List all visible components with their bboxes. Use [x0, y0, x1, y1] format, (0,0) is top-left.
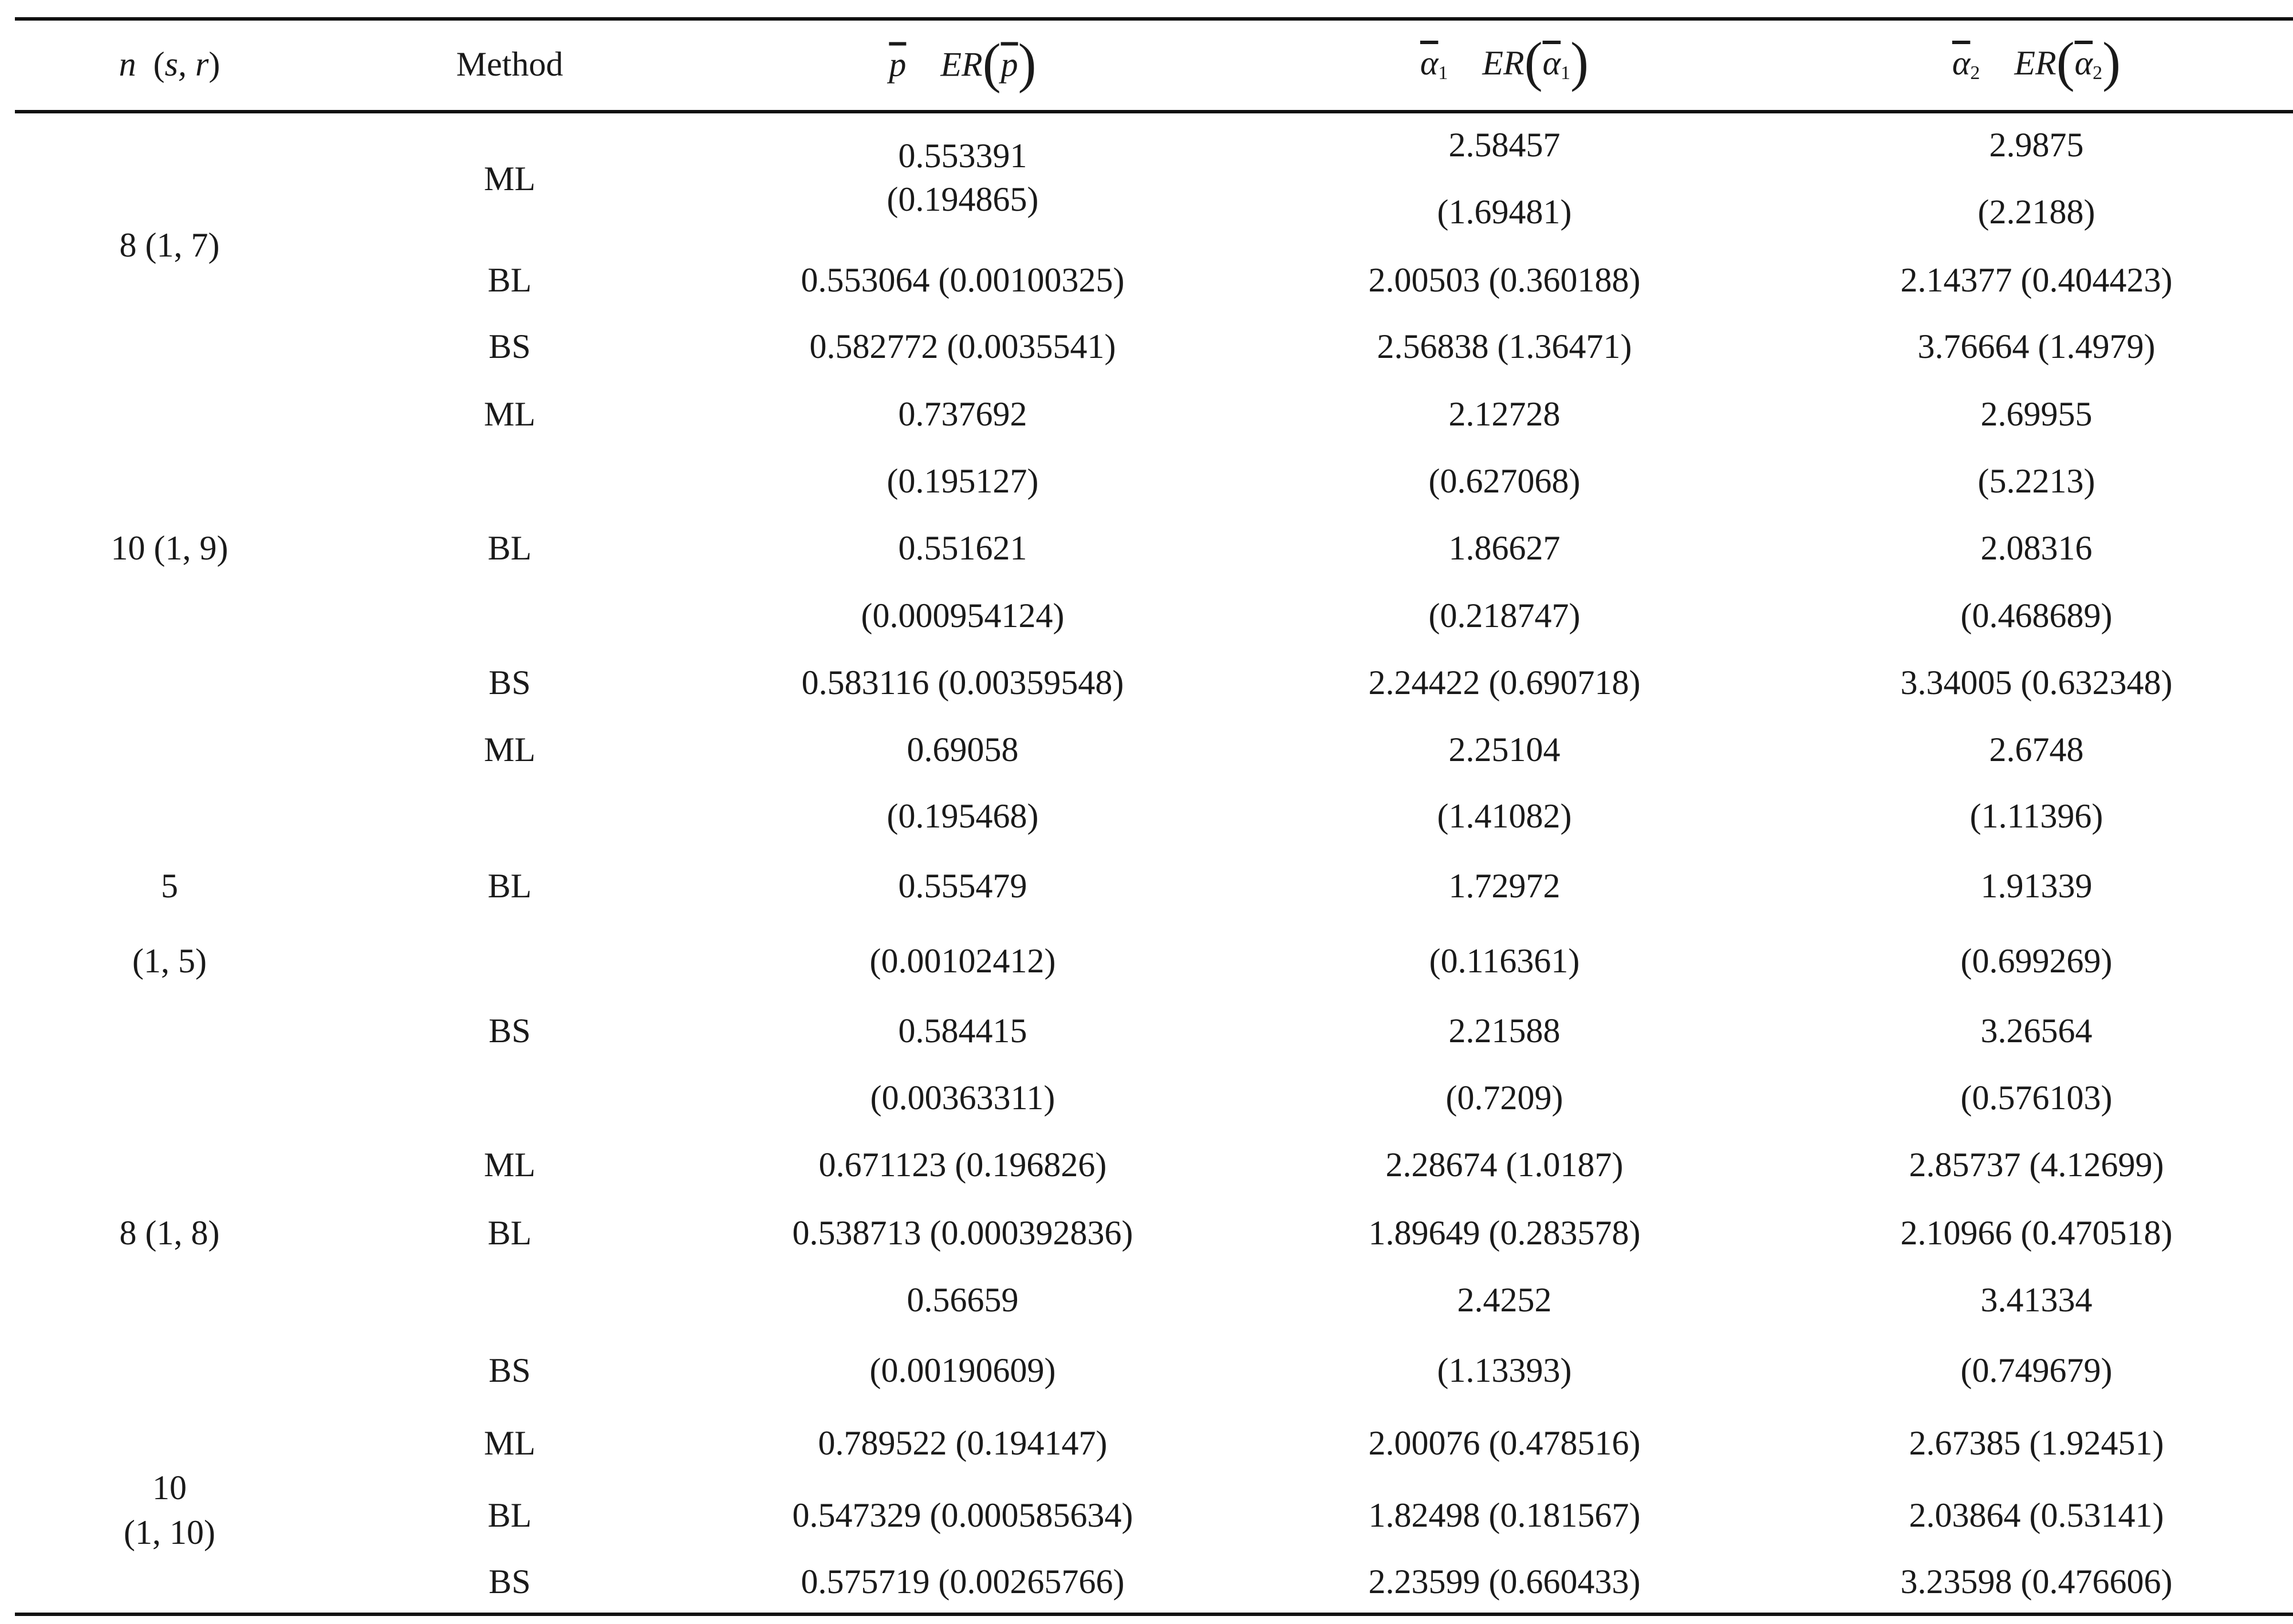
alpha2-value: 2.69955 [1980, 395, 2093, 433]
alpha1-value: 1.82498 (0.181567) [1368, 1496, 1641, 1534]
alpha2-error: (0.576103) [1960, 1079, 2113, 1117]
header-p-er-symbol: $\overline{p}$ [1000, 45, 1018, 84]
alpha2-value: 2.9875 [1989, 126, 2084, 164]
header-alpha1-er-sub: 1 [1561, 62, 1571, 84]
header-n-sr: n (s, r) [119, 45, 220, 83]
method-cell: BL [487, 261, 532, 299]
p-error: (0.000954124) [861, 597, 1065, 634]
group-label: 5 [161, 867, 178, 905]
alpha2-value: 2.14377 (0.404423) [1900, 261, 2173, 299]
group-label: 10 [152, 1469, 187, 1507]
alpha2-value: 2.85737 (4.12699) [1909, 1146, 2164, 1184]
header-alpha2-er: $\overline{\alpha}_2$ $ER(\overline{\alpha}_2)$ [1952, 31, 2121, 92]
alpha1-error: (1.41082) [1437, 797, 1572, 835]
top-rule [15, 17, 2293, 21]
p-error: (0.00363311) [870, 1079, 1055, 1117]
group-label: (1, 10) [124, 1513, 215, 1551]
p-value: 0.737692 [898, 395, 1027, 433]
header-p-symbol: $\overline{p}$ [889, 45, 907, 84]
alpha2-value: 3.41334 [1980, 1281, 2093, 1319]
header-sr-symbol: s, r [164, 45, 209, 83]
header-alpha1-er-symbol: $\overline{\alpha}$ [1542, 44, 1561, 82]
alpha1-error: (1.13393) [1437, 1351, 1572, 1389]
group-label: 8 (1, 8) [119, 1214, 220, 1252]
alpha1-value: 1.72972 [1448, 867, 1561, 905]
method-cell: ML [484, 731, 535, 768]
alpha1-value: 2.4252 [1457, 1281, 1552, 1319]
p-value: 0.551621 [898, 529, 1027, 567]
header-method: Method [456, 45, 564, 83]
p-value: 0.553391 [898, 137, 1027, 175]
bottom-rule [15, 1613, 2293, 1616]
method-cell: BL [487, 529, 532, 567]
alpha2-value: 1.91339 [1980, 867, 2093, 905]
group-label: (1, 5) [132, 942, 207, 980]
p-value: 0.56659 [907, 1281, 1019, 1319]
alpha2-value: 2.08316 [1980, 529, 2093, 567]
alpha1-error: (0.218747) [1428, 597, 1581, 634]
p-error: (0.00102412) [869, 942, 1056, 980]
p-value: 0.789522 (0.194147) [818, 1424, 1108, 1462]
header-alpha2-sub: 2 [1970, 62, 1980, 84]
alpha2-value: 2.67385 (1.92451) [1909, 1424, 2164, 1462]
alpha1-value: 2.58457 [1448, 126, 1561, 164]
p-value: 0.584415 [898, 1012, 1027, 1050]
p-value: 0.538713 (0.000392836) [792, 1214, 1133, 1252]
header-alpha1-sub: 1 [1438, 62, 1448, 84]
method-cell: BS [488, 1563, 531, 1601]
alpha1-value: 1.89649 (0.283578) [1368, 1214, 1641, 1252]
alpha1-value: 1.86627 [1448, 529, 1561, 567]
alpha2-value: 3.76664 (1.4979) [1917, 328, 2156, 365]
p-error: (0.195468) [887, 797, 1039, 835]
alpha1-value: 2.28674 (1.0187) [1385, 1146, 1624, 1184]
header-alpha2-er-sub: 2 [2093, 62, 2103, 84]
alpha2-value: 2.6748 [1989, 731, 2084, 768]
p-value: 0.547329 (0.000585634) [792, 1496, 1133, 1534]
header-alpha2-er-label: ER [2014, 44, 2056, 82]
header-alpha2-symbol: $\overline{\alpha}$ [1952, 44, 1971, 82]
alpha1-value: 2.00076 (0.478516) [1368, 1424, 1641, 1462]
method-cell: ML [484, 160, 535, 198]
p-error: (0.00190609) [869, 1351, 1056, 1389]
alpha1-value: 2.24422 (0.690718) [1368, 664, 1641, 701]
p-value: 0.555479 [898, 867, 1027, 905]
alpha1-value: 2.00503 (0.360188) [1368, 261, 1641, 299]
alpha2-error: (1.11396) [1969, 797, 2103, 835]
header-alpha1-er: $\overline{\alpha}_1$ $ER(\overline{\alpha}_1)$ [1420, 31, 1589, 92]
alpha2-error: (5.2213) [1977, 462, 2095, 500]
header-rule [15, 110, 2293, 113]
alpha2-value: 2.10966 (0.470518) [1900, 1214, 2173, 1252]
header-n-symbol: n [119, 45, 136, 83]
method-cell: BL [487, 867, 532, 905]
group-label: 8 (1, 7) [119, 226, 220, 264]
alpha1-error: (0.627068) [1428, 462, 1581, 500]
p-value: 0.69058 [907, 731, 1019, 768]
alpha1-value: 2.25104 [1448, 731, 1561, 768]
method-cell: BS [488, 1351, 531, 1389]
alpha1-value: 2.12728 [1448, 395, 1561, 433]
alpha2-error: (0.699269) [1960, 942, 2113, 980]
header-alpha1-symbol: $\overline{\alpha}$ [1420, 44, 1439, 82]
alpha2-value: 2.03864 (0.53141) [1909, 1496, 2164, 1534]
p-value: 0.671123 (0.196826) [818, 1146, 1107, 1184]
p-value: 0.553064 (0.00100325) [801, 261, 1125, 299]
alpha1-value: 2.23599 (0.660433) [1368, 1563, 1641, 1601]
alpha1-value: 2.56838 (1.36471) [1377, 328, 1632, 365]
method-cell: ML [484, 395, 535, 433]
alpha2-value: 3.34005 (0.632348) [1900, 664, 2173, 701]
alpha1-error: (0.7209) [1445, 1079, 1563, 1117]
method-cell: BL [487, 1214, 532, 1252]
p-error: (0.194865) [887, 180, 1039, 218]
header-p-er-label: ER [940, 45, 983, 84]
p-error: (0.195127) [887, 462, 1039, 500]
method-cell: ML [484, 1424, 535, 1462]
method-cell: BS [488, 664, 531, 701]
header-alpha2-er-symbol: $\overline{\alpha}$ [2074, 44, 2093, 82]
alpha2-error: (0.749679) [1960, 1351, 2113, 1389]
group-label: 10 (1, 9) [111, 529, 228, 567]
header-p-er: $\overline{p}$ $ER(\overline{p})$ [889, 32, 1037, 94]
alpha2-value: 3.23598 (0.476606) [1900, 1563, 2173, 1601]
header-alpha1-er-label: ER [1482, 44, 1524, 82]
method-cell: BL [487, 1496, 532, 1534]
alpha1-error: (1.69481) [1437, 193, 1572, 231]
method-cell: BS [488, 328, 531, 365]
method-cell: BS [488, 1012, 531, 1050]
alpha1-error: (0.116361) [1429, 942, 1580, 980]
alpha2-value: 3.26564 [1980, 1012, 2093, 1050]
p-value: 0.575719 (0.00265766) [801, 1563, 1125, 1601]
alpha2-error: (0.468689) [1960, 597, 2113, 634]
p-value: 0.583116 (0.00359548) [801, 664, 1124, 701]
method-cell: ML [484, 1146, 535, 1184]
alpha2-error: (2.2188) [1977, 193, 2095, 231]
p-value: 0.582772 (0.0035541) [809, 328, 1116, 365]
alpha1-value: 2.21588 [1448, 1012, 1561, 1050]
